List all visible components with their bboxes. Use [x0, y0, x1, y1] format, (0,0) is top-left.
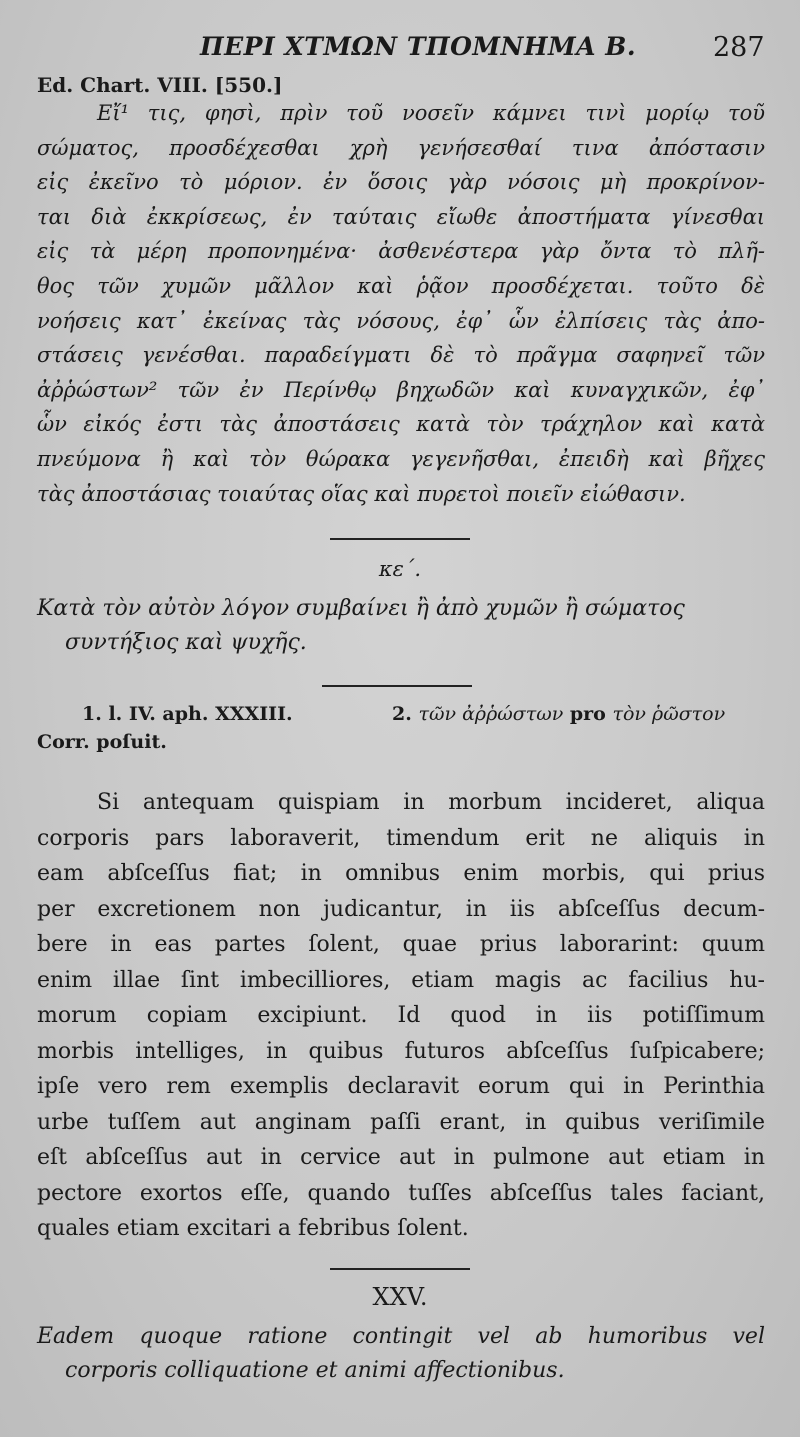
latin-heading-line: Eadem quoque ratione contingit vel ab humoribus vel — [37, 1324, 765, 1349]
greek-heading-line: Κατὰ τὸν αὐτὸν λόγον συμβαίνει ἢ ἀπὸ χυμῶν ἢ σώματος — [37, 596, 685, 621]
section-rule — [330, 538, 470, 540]
latin-translation — [37, 785, 765, 1247]
latin-line: Si antequam quispiam in morbum incideret, aliqua — [97, 790, 765, 815]
latin-line: quales etiam excitari a febribus ſolent. — [37, 1216, 469, 1241]
latin-section-heading — [37, 1320, 765, 1388]
latin-line: ipſe vero rem exemplis declaravit eorum qui in Perinthia — [37, 1074, 765, 1099]
footnote-2 — [392, 700, 725, 728]
page-number: 287 — [713, 32, 765, 63]
footnote-2-pro: pro — [569, 703, 606, 725]
greek-line: θος τῶν χυμῶν μᾶλλον καὶ ῥᾷον προσδέχεται. τοῦτο δὲ — [37, 273, 765, 298]
latin-line: morum copiam excipiunt. Id quod in iis potiſſimum — [37, 1003, 765, 1028]
footnote-2-end: Corr. poſuit. — [37, 731, 167, 753]
latin-section-number: XXV. — [372, 1283, 428, 1311]
edition-reference: Ed. Chart. VIII. [550.] — [37, 73, 283, 97]
greek-line: νοήσεις κατ᾽ ἐκείνας τὰς νόσους, ἐφ᾽ ὧν ἐλπίσεις τὰς ἀπο- — [37, 308, 765, 333]
latin-heading-line: corporis colliquatione et animi affectionibus. — [65, 1358, 565, 1383]
footnote-1: 1. l. IV. aph. XXXIII. — [82, 703, 293, 725]
latin-line: bere in eas partes ſolent, quae prius laborarint: quum — [37, 932, 765, 957]
footnote-2-greek-alt: τὸν ῥῶστον — [612, 703, 726, 725]
latin-line: eſt abſceſſus aut in cervice aut in pulmone aut etiam in — [37, 1145, 765, 1170]
greek-line: εἰς ἐκεῖνο τὸ μόριον. ἐν ὅσοις γὰρ νόσοις μὴ προκρίνον- — [37, 170, 765, 195]
latin-line: pectore exortos eſſe, quando tuſſes abſceſſus tales faciant, — [37, 1180, 765, 1206]
greek-line: Εἴ¹ τις, φησὶ, πρὶν τοῦ νοσεῖν κάμνει τινὶ μορίῳ τοῦ — [97, 101, 765, 125]
latin-line: eam abſceſſus fiat; in omnibus enim morbis, qui prius — [37, 861, 765, 886]
greek-line: στάσεις γενέσθαι. παραδείγματι δὲ τὸ πρᾶγμα σαφηνεῖ τῶν — [37, 343, 765, 368]
running-title: ΠΕΡΙ ΧΤΜΩΝ ΤΠΟΜΝΗΜΑ Β. — [200, 32, 637, 61]
latin-line: corporis pars laboraverit, timendum erit ne aliquis in — [37, 825, 765, 851]
running-head — [0, 28, 800, 68]
latin-line: per excretionem non judicantur, in iis abſceſſus decum- — [37, 896, 765, 922]
footnotes — [37, 700, 765, 756]
footnote-2-number: 2. — [392, 703, 412, 725]
greek-line: πνεύμονα ἢ καὶ τὸν θώρακα γεγενῆσθαι, ἐπειδὴ καὶ βῆχες — [37, 446, 765, 471]
latin-line: morbis intelliges, in quibus futuros abſceſſus ſuſpicabere; — [37, 1038, 765, 1064]
footnote-2-greek: τῶν ἀῤῥώστων — [418, 703, 564, 725]
greek-commentary — [37, 96, 765, 511]
greek-line: ἀῤῥώστων² τῶν ἐν Περίνθῳ βηχωδῶν καὶ κυναγχικῶν, ἐφ᾽ — [37, 377, 765, 402]
latin-line: urbe tuſſem aut anginam paſſi erant, in quibus veriſimile — [37, 1109, 765, 1135]
greek-line: τὰς ἀποστάσιας τοιαύτας οἵας καὶ πυρετοὶ ποιεῖν εἰώθασιν. — [37, 481, 686, 506]
greek-line: ται διὰ ἐκκρίσεως, ἐν ταύταις εἴωθε ἀποστήματα γίνεσθαι — [37, 204, 765, 229]
footnote-rule — [322, 685, 472, 687]
latin-line: enim illae ſint imbecilliores, etiam magis ac facilius hu- — [37, 967, 765, 993]
greek-line: ὧν εἰκός ἐστι τὰς ἀποστάσεις κατὰ τὸν τράχηλον καὶ κατὰ — [37, 412, 765, 437]
greek-line: σώματος, προσδέχεσθαι χρὴ γενήσεσθαί τινα ἀπόστασιν — [37, 135, 765, 160]
section-rule — [330, 1268, 470, 1270]
greek-line: εἰς τὰ μέρη προπονημένα· ἀσθενέστερα γὰρ ὄντα τὸ πλῆ- — [37, 239, 765, 264]
greek-section-number: κε΄. — [378, 557, 422, 581]
greek-section-heading — [37, 592, 765, 660]
greek-heading-line: συντήξιος καὶ ψυχῆς. — [65, 630, 307, 655]
